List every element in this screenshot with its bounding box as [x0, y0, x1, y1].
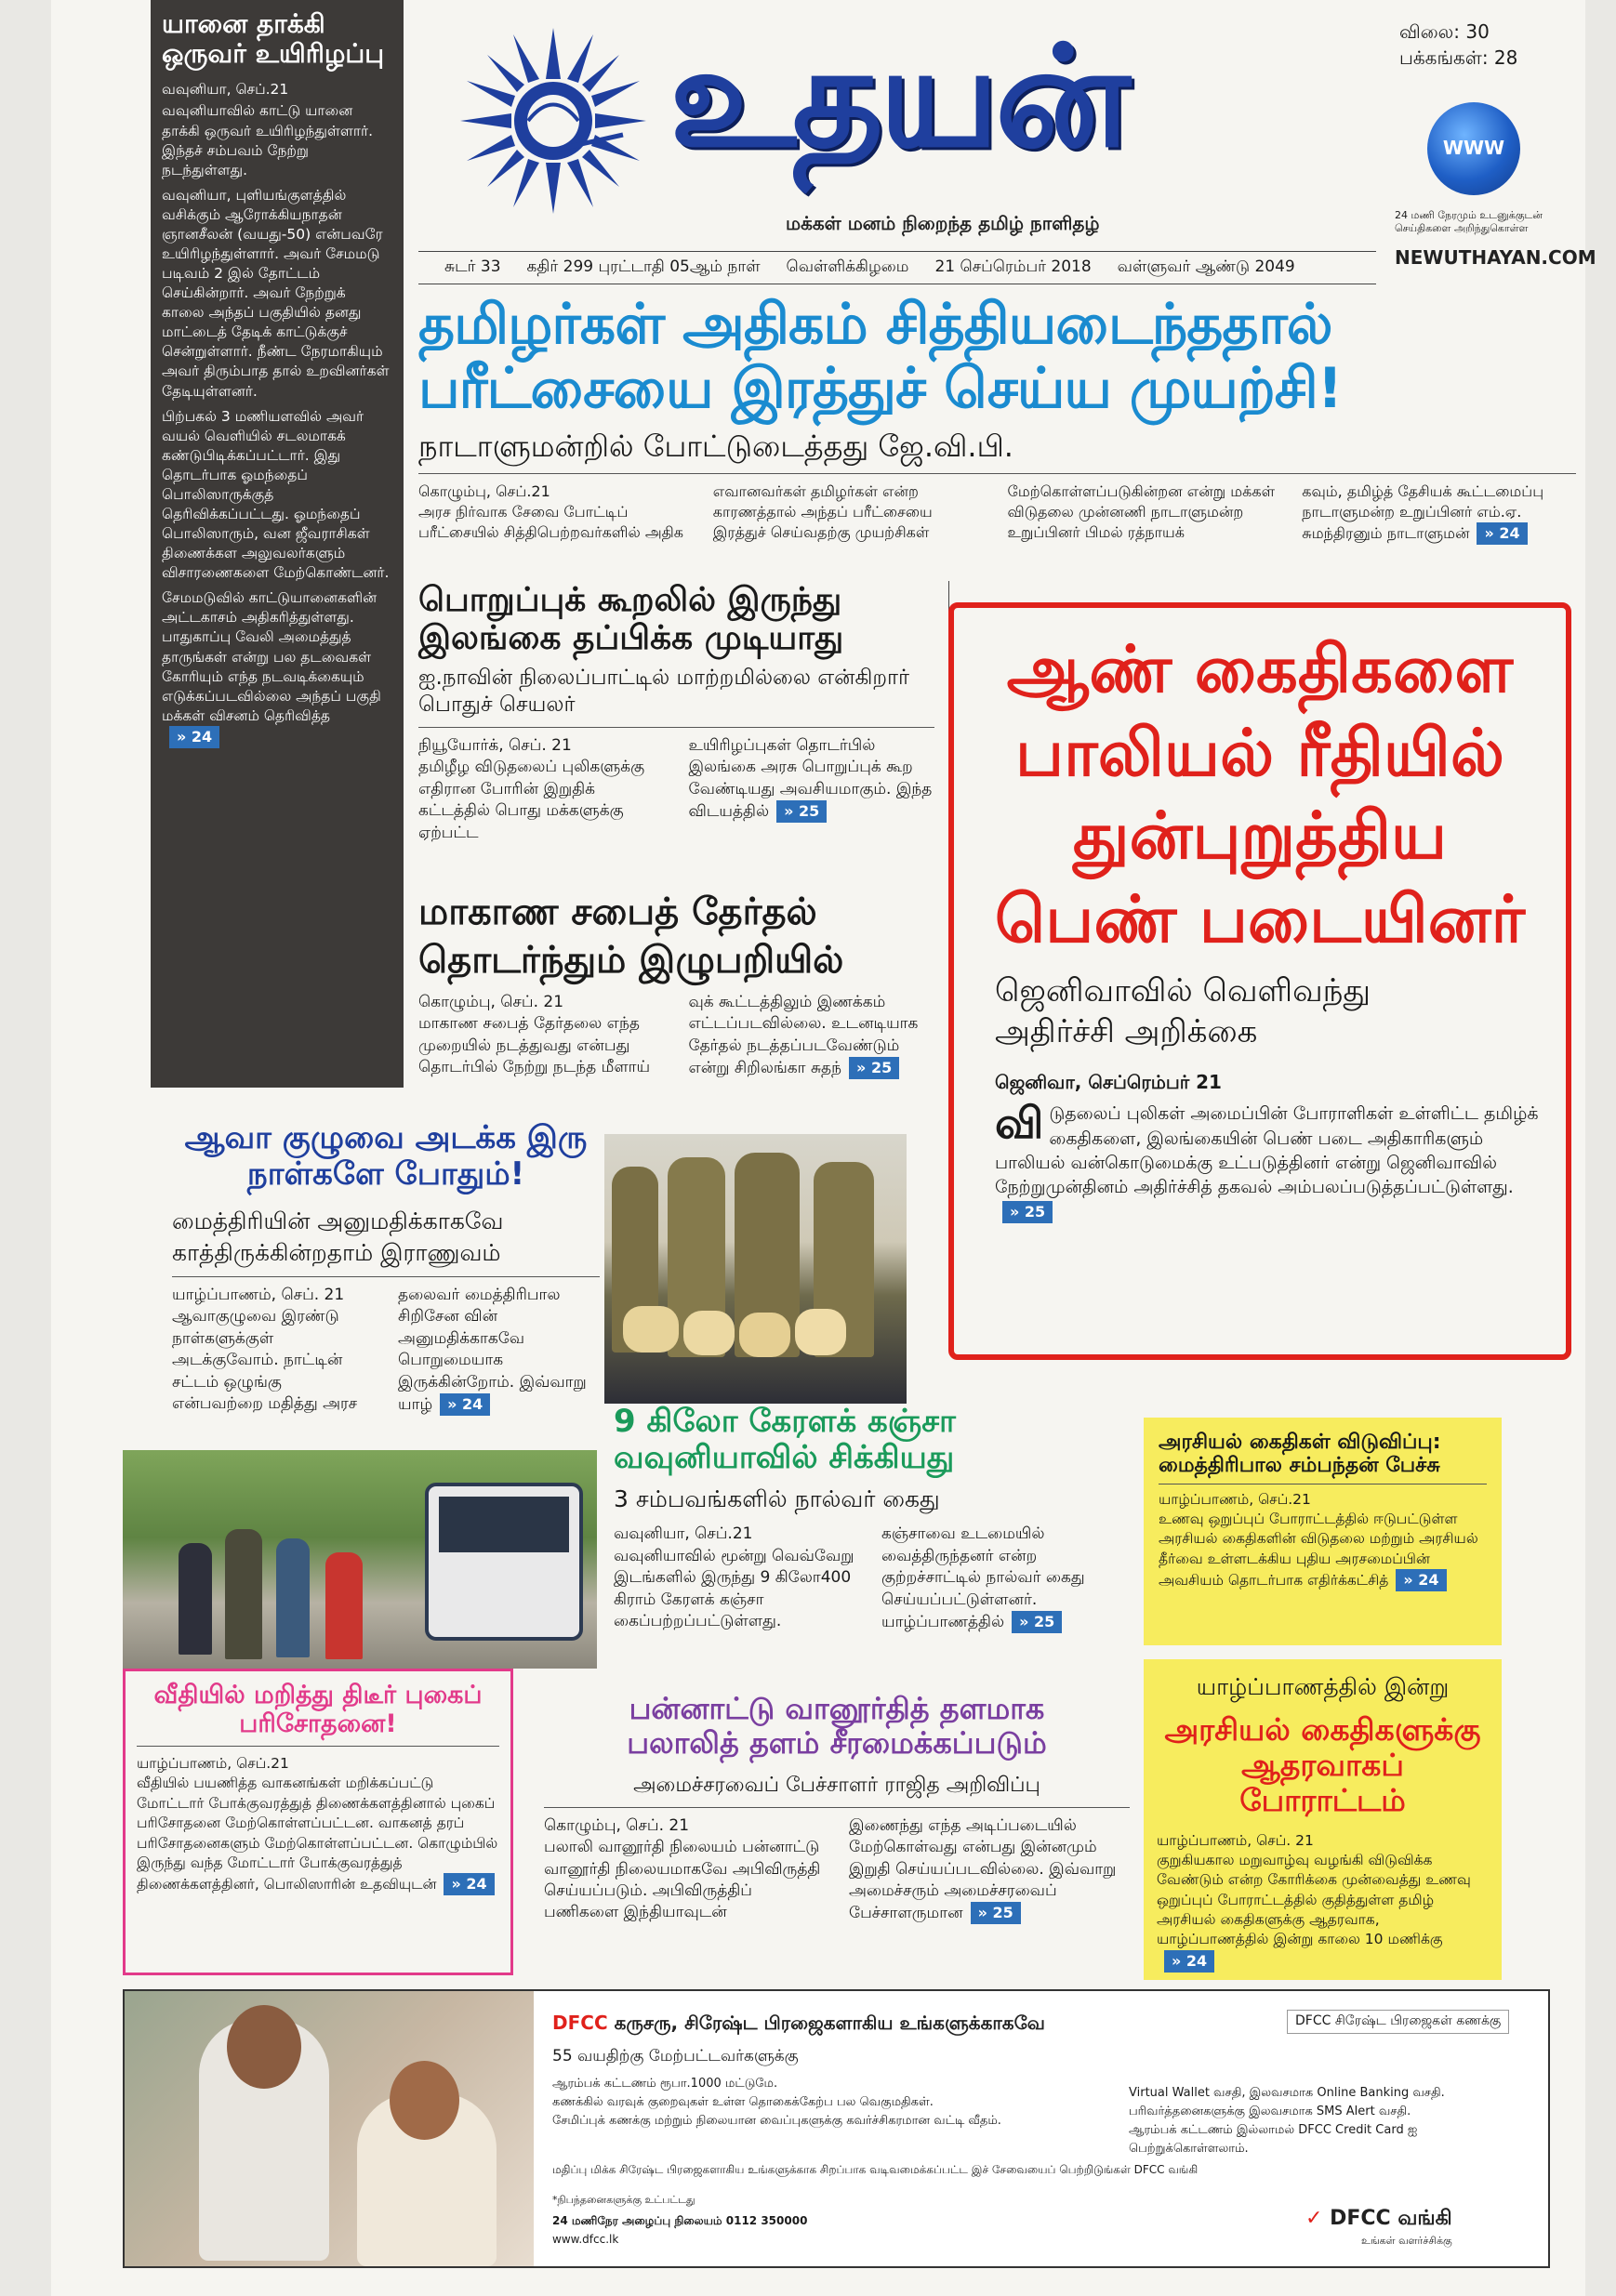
sidebar-story	[151, 0, 404, 1088]
lead-col	[1302, 482, 1576, 545]
bus-window	[439, 1497, 569, 1552]
jump-link[interactable]: » 24	[169, 726, 219, 748]
story-col: நியூயோர்க், செப். 21 தமிழீழ விடுதலைப் புலிகளுக்கு எதிரான போரின் இறுதிக் கட்டத்தில் பொது மக்களுக்கு ஏற்பட்ட	[418, 735, 645, 842]
lead-headline-line1: தமிழர்கள் அதிகம் சித்தியடைந்ததால்	[418, 292, 1332, 357]
ganja-package	[795, 1309, 846, 1355]
ganja-package	[683, 1311, 735, 1355]
jump-link[interactable]: » 24	[1164, 1950, 1214, 1973]
feature-headline-line1: ஆண் கைதிகளை	[1006, 631, 1514, 707]
feature-subhead: ஜெனிவாவில் வெளிவந்து	[995, 972, 1371, 1010]
lead-headline-line2: பரீட்சையை இரத்துச் செய்ய முயற்சி!	[418, 356, 1343, 421]
story-col	[881, 1524, 1125, 1633]
story-political-release	[1144, 1418, 1502, 1645]
story-headline: பொறுப்புக் கூறலில் இருந்து இலங்கை தப்பிக்க முடியாது	[418, 581, 844, 658]
jump-page: 24	[1418, 1571, 1439, 1590]
ad-headline	[552, 2012, 1045, 2037]
story-headline-top: யாழ்ப்பாணத்தில் இன்று	[1196, 1673, 1450, 1700]
story-smoke-test	[123, 1669, 513, 1975]
story-ganja	[604, 1404, 1125, 1664]
woman-head	[390, 2061, 459, 2140]
jump-page: 24	[462, 1394, 483, 1413]
story-col	[849, 1815, 1130, 1925]
web-url[interactable]: NEWUTHAYAN.COM	[1395, 246, 1596, 269]
jump-link[interactable]: » 24	[440, 1393, 490, 1416]
story-col	[689, 992, 935, 1080]
jump-page: 24	[191, 727, 213, 746]
ad-item: கணக்கில் வரவுக் குறைவுகள் உள்ள தொகைக்கேற்ப பல வெகுமதிகள்.	[552, 2095, 934, 2110]
ad-left-list	[552, 2075, 1073, 2131]
jump-page: 25	[1024, 1203, 1046, 1221]
story-col	[398, 1285, 600, 1417]
lead-story	[418, 293, 1576, 567]
story-col	[689, 735, 935, 844]
story-ava	[172, 1120, 600, 1450]
ad-tag: DFCC சிரேஷ்ட பிரஜைகள் கணக்கு	[1287, 2010, 1509, 2034]
story-col-text: கஞ்சாவை உடமையில் வைத்திருந்தனர் என்ற குற்றச்சாட்டில் நால்வர் கைது செய்யப்பட்டுள்ளனர். யாழ்ப்பாணத்தில்	[881, 1524, 1085, 1631]
story-col: கொழும்பு, செப். 21 மாகாண சபைத் தேர்தலை எந்த முறையில் நடத்துவது என்பது தொடர்பில் நேற்று நடந்த மீளாய்	[418, 993, 651, 1077]
feature-headline-line4: பெண் படையினர்	[994, 880, 1526, 957]
story-col-text: தலைவர் மைத்திரிபால சிறிசேன வின் அனுமதிக்காகவே பொறுமையாக இருக்கின்றோம். இவ்வாறு யாழ்	[398, 1285, 587, 1414]
ad-photo-couple	[125, 1991, 534, 2266]
dateline-year: வள்ளுவர் ஆண்டு 2049	[1117, 257, 1295, 276]
story-col-text: வுக் கூட்டத்திலும் இணக்கம் எட்டப்படவில்லை. உடனடியாக தேர்தல் நடத்தப்படவேண்டும் என்று சிறிலங்கா சுதந்	[688, 993, 919, 1078]
page-count: பக்கங்கள்: 28	[1399, 46, 1518, 69]
ad-subhead: 55 வயதிற்கு மேற்பட்டவர்களுக்கு	[552, 2047, 799, 2065]
story-headline: மாகாண சபைத் தேர்தல் தொடர்ந்தும் இழுபறியில்	[418, 891, 844, 982]
jump-page: 25	[798, 802, 820, 821]
newspaper-page	[51, 0, 1596, 2296]
story-headline: பன்னாட்டு வானூர்தித் தளமாக	[629, 1691, 1045, 1726]
lead-col: மேற்கொள்ளப்படுகின்றன என்று மக்கள் விடுதலை முன்னணி நாடாளுமன்ற உறுப்பினர் பிமல் ரத்நாயக்	[1007, 482, 1275, 542]
ad-terms: *நிபந்தனைகளுக்கு உட்பட்டது	[552, 2194, 695, 2206]
man-head	[227, 2005, 301, 2089]
sidebar-paragraph: பிற்பகல் 3 மணியளவில் அவர் வயல் வெளியில் சடலமாகக் கண்டுபிடிக்கப்பட்டார். இது தொடர்பாக ஓமந்தைப் பொலிஸாருக்குத் தெரிவிக்கப்பட்டது. ஓமந்தைப் பொலிஸாரும், வன ஜீவராசிகள் திணைக்கள அலுவலர்களும் விசாரணைகளை மேற்கொண்டனர்.	[162, 407, 390, 582]
dateline-date: 21 செப்ரெம்பர் 2018	[934, 257, 1092, 276]
story-headline: வீதியில் மறித்து திடீர் புகைப் பரிசோதனை!	[137, 1681, 499, 1747]
person-figure	[225, 1529, 262, 1659]
story-subhead: ஐ.நாவின் நிலைப்பாட்டில் மாற்றமில்லை என்கிறார் பொதுச் செயலர்	[418, 666, 934, 728]
ganja-package	[739, 1313, 790, 1357]
ad-brand: DFCC	[552, 2012, 608, 2034]
police-seizure-photo	[604, 1134, 907, 1404]
person-figure	[179, 1543, 212, 1655]
sidebar-paragraph: வவுனியா, புளியங்குளத்தில் வசிக்கும் ஆரோக்கியநாதன் ஞானசீலன் (வயது-50) என்பவரே உயிரிழந்துள்ளார். அவர் சேமமடு படிவம் 2 இல் தோட்டம் செய்கின்றார். அவர் நேற்றுக் காலை அந்தப் பகுதியில் தனது மாட்டைத் தேடிக் காட்டுக்குச் சென்றுள்ளார். நீண்ட நேரமாகியும் அவர் திரும்பாத தால் உறவினர்கள் தேடியுள்ளனர்.	[162, 186, 390, 400]
story-headline: 9 கிலோ கேரளக் கஞ்சா	[614, 1403, 956, 1440]
jump-page: 24	[1186, 1951, 1208, 1970]
feature-dropcap: வி	[995, 1098, 1044, 1149]
price: விலை: 30	[1399, 20, 1490, 43]
ad-item: Virtual Wallet வசதி, இலவசமாக Online Banking வசதி.	[1129, 2086, 1445, 2100]
ad-item: சேமிப்புக் கணக்கு மற்றும் நிலையான வைப்புகளுக்கு கவர்ச்சிகரமான வட்டி வீதம்.	[552, 2114, 1001, 2129]
checkmark-icon: ✓	[1305, 2207, 1323, 2230]
dateline-day: வெள்ளிக்கிழமை	[786, 257, 909, 276]
ad-item: ஆரம்பக் கட்டணம் ரூபா.1000 மட்டுமே.	[552, 2077, 778, 2091]
story-headline: வவுனியாவில் சிக்கியது	[614, 1439, 955, 1477]
jump-link[interactable]: » 24	[1477, 522, 1527, 545]
person-figure	[276, 1538, 310, 1657]
sidebar-headline: யானை தாக்கி ஒருவர் உயிரிழப்பு	[162, 8, 385, 70]
ad-right-list	[1129, 2084, 1538, 2159]
ad-note: மதிப்பு மிக்க சிரேஷ்ட பிரஜைகளாகிய உங்களுக்காக சிறப்பாக வடிவமைக்கப்பட்ட இச் சேவையைப் பெற்றிடுங்கள் DFCC வங்கி	[552, 2163, 1199, 2176]
jump-link[interactable]: » 25	[971, 1902, 1021, 1924]
story-provincial	[418, 888, 934, 1111]
jump-page: 24	[466, 1875, 487, 1894]
feature-headline-line3: துன்புறுத்திய	[1072, 798, 1448, 875]
story-headline: மைத்திரிபால சம்பந்தன் பேச்சு	[1159, 1454, 1487, 1484]
sidebar-paragraph: வவுனியாவில் காட்டு யானை தாக்கி ஒருவர் உயிரிழந்துள்ளார். இந்தச் சம்பவம் நேற்று நடந்துள்ளது.	[162, 102, 374, 178]
story-subhead: 3 சம்பவங்களில் நால்வர் கைது	[614, 1485, 940, 1513]
ganja-package	[623, 1306, 679, 1353]
story-protest	[1144, 1659, 1502, 1980]
story-headline: அரசியல் கைதிகளுக்கு	[1164, 1710, 1481, 1748]
jump-page: 25	[992, 1904, 1013, 1922]
story-col: கொழும்பு, செப். 21 பலாலி வானூர்தி நிலையம் பன்னாட்டு வானூர்தி நிலையமாகவே அபிவிருத்தி செய்யப்படும். அபிவிருத்திப் பணிகளை இந்தியாவுடன்	[544, 1815, 821, 1922]
jump-page: 25	[870, 1059, 893, 1077]
feature-body-text: டுதலைப் புலிகள் அமைப்பின் போராளிகள் உள்ளிட்ட தமிழ்க் கைதிகளை, இலங்கையின் பெண் படை அதிகாரிகளும் பாலியல் வன்கொடுமைக்கு உட்படுத்தினர் என்று ஜெனிவாவில் நேற்றுமுன்தினம் அதிர்ச்சித் தகவல் அம்பலப்படுத்தப்பட்டுள்ளது.	[995, 1103, 1539, 1198]
ad-website[interactable]: www.dfcc.lk	[552, 2233, 619, 2246]
bus-checkpoint-photo	[123, 1450, 597, 1669]
jump-page: 25	[1033, 1613, 1055, 1630]
story-col-text: இணைந்து எந்த அடிப்படையில் மேற்கொள்வது என்பது இன்னமும் இறுதி செய்யப்படவில்லை. இவ்வாறு அமைச்சரும் அமைச்சரவைப் பேச்சாளருமான	[849, 1815, 1117, 1923]
jump-link[interactable]: » 24	[1396, 1569, 1446, 1591]
www-label: WWW	[1442, 137, 1505, 159]
story-body	[1159, 1490, 1487, 1592]
ad-headline-text: கருசரு, சிரேஷ்ட பிரஜைகளாகிய உங்களுக்காகவே	[614, 2012, 1045, 2034]
story-accountability	[418, 581, 934, 869]
masthead-title: உதயன்	[669, 17, 1127, 178]
jump-link[interactable]: » 24	[444, 1873, 494, 1895]
story-subhead: மைத்திரியின் அனுமதிக்காகவே காத்திருக்கின்றதாம் இராணுவம்	[172, 1206, 600, 1277]
lead-col-text: கவும், தமிழ்த் தேசியக் கூட்டமைப்பு நாடாளுமன்ற உறுப்பினர் எம்.ஏ. சுமந்திரனும் நாடாளுமன்	[1302, 482, 1544, 543]
ad-item: ஆரம்பக் கட்டணம் இல்லாமல் DFCC Credit Card ஐ பெற்றுக்கொள்ளலாம்.	[1129, 2123, 1418, 2157]
story-headline: ஆதரவாகப் போராட்டம்	[1239, 1746, 1406, 1818]
jump-link[interactable]: » 25	[1002, 1201, 1053, 1223]
dateline-issue: சுடர் 33	[444, 257, 501, 276]
jump-link[interactable]: » 25	[1012, 1611, 1062, 1633]
dateline-tamil-date: கதிர் 299 புரட்டாதி 05ஆம் நாள்	[526, 257, 761, 276]
ad-bank-tag: உங்கள் வளர்ச்சிக்கு	[1361, 2235, 1452, 2247]
person-figure	[325, 1552, 363, 1659]
story-col: யாழ்ப்பாணம், செப். 21 ஆவாகுழுவை இரண்டு நாள்களுக்குள் அடக்குவோம். நாட்டின் சட்டம் ஒழுங்கு என்பவற்றை மதித்து அரச	[172, 1285, 358, 1413]
story-col: வவுனியா, செப்.21 வவுனியாவில் மூன்று வெவ்வேறு இடங்களில் இருந்து 9 கிலோ400 கிராம் கேரளக் கஞ்சா கைப்பற்றப்பட்டுள்ளது.	[614, 1524, 854, 1630]
ad-bank-name: DFCC வங்கி	[1330, 2207, 1452, 2230]
lead-col: கொழும்பு, செப்.21 அரச நிர்வாக சேவை போட்டிப் பரீட்சையில் சித்திபெற்றவர்களில் அதிக	[418, 482, 683, 542]
story-palali-airport	[544, 1692, 1130, 1971]
jump-link[interactable]: » 25	[849, 1057, 899, 1079]
sidebar-dateline: வவுனியா, செப்.21	[162, 81, 289, 99]
dfcc-advertisement	[123, 1989, 1550, 2268]
feature-story	[948, 602, 1571, 1360]
story-headline: பலாலித் தளம் சீரமைக்கப்படும்	[627, 1724, 1047, 1761]
story-headline: அரசியல் கைதிகள் விடுவிப்பு:	[1159, 1431, 1441, 1454]
feature-headline-line2: பாலியல் ரீதியில்	[1015, 714, 1504, 791]
dateline-bar	[418, 251, 1376, 284]
ad-item: பரிவர்த்தனைகளுக்கு இலவசமாக SMS Alert வசதி.	[1129, 2105, 1411, 2119]
story-subhead: அமைச்சரவைப் பேச்சாளர் ராஜித அறிவிப்பு	[544, 1774, 1130, 1808]
lead-subhead: நாடாளுமன்றில் போட்டுடைத்தது ஜே.வி.பி.	[418, 429, 1576, 474]
feature-dateline: ஜெனிவா, செப்ரெம்பர் 21	[995, 1071, 1222, 1094]
story-col-text: உயிரிழப்புகள் தொடர்பில் இலங்கை அரசு பொறுப்புக் கூற வேண்டியது அவசியமாகும். இந்த விடயத்தில்	[688, 735, 933, 822]
story-body	[137, 1754, 499, 1895]
sun-logo-icon	[456, 23, 651, 218]
lead-col: எவானவர்கள் தமிழர்கள் என்ற காரணத்தால் அந்தப் பரீட்சையை இரத்துச் செய்வதற்கு முயற்சிகள்	[712, 482, 933, 542]
sidebar-paragraph: சேமமடுவில் காட்டுயானைகளின் அட்டகாசம் அதிகரித்துள்ளது. பாதுகாப்பு வேலி அமைத்துத் தாருங்கள் என்று பல தடவைகள் கோரியும் எந்த நடவடிக்கையும் எடுக்கப்படவில்லை அந்தப் பகுதி மக்கள் விசனம் தெரிவித்த	[162, 589, 381, 724]
web-note: 24 மணி நேரமும் உடனுக்குடன் செய்திகளை அறிந்துகொள்ள	[1395, 209, 1543, 235]
story-body	[1157, 1831, 1489, 1973]
story-body-text: யாழ்ப்பாணம், செப். 21 குறுகியகால மறுவாழ்வு வழங்கி விடுவிக்க வேண்டும் என்ற கோரிக்கை முன்வைத்து உணவு ஒறுப்புப் போராட்டத்தில் குதித்துள்ள தமிழ் அரசியல் கைதிகளுக்கு ஆதரவாக, யாழ்ப்பாணத்தில் இன்று காலை 10 மணிக்கு	[1157, 1831, 1471, 1948]
ad-hotline: 24 மணிநேர அழைப்பு நிலையம் 0112 350000	[552, 2214, 808, 2227]
jump-link[interactable]: » 25	[776, 800, 827, 823]
feature-subhead: அதிர்ச்சி அறிக்கை	[995, 1013, 1258, 1051]
masthead-tagline: மக்கள் மனம் நிறைந்த தமிழ் நாளிதழ்	[786, 212, 1100, 234]
dfcc-logo	[1305, 2207, 1452, 2233]
feature-body	[976, 1098, 1543, 1223]
story-headline: ஆவா குழுவை அடக்க இரு நாள்களே போதும்!	[184, 1119, 588, 1194]
story-body-text: யாழ்ப்பாணம், செப்.21 உணவு ஒறுப்புப் போராட்டத்தில் ஈடுபட்டுள்ள அரசியல் கைதிகளின் விடுதலை மற்றும் அரசியல் தீர்வை உள்ளடக்கிய புதிய அரசமைப்பின் அவசியம் தொடர்பாக எதிர்க்கட்சித்	[1159, 1490, 1478, 1590]
story-body-text: யாழ்ப்பாணம், செப்.21 வீதியில் பயணித்த வாகனங்கள் மறிக்கப்பட்டு மோட்டார் போக்குவரத்துத் திணைக்களத்தினால் புகைப் பரிசோதனை மேற்கொள்ளப்பட்டன. வாகனத் தரப் பரிசோதனைகளும் மேற்கொள்ளப்பட்டன. கொழும்பில் இருந்து வந்த மோட்டார் போக்குவரத்துத் திணைக்களத்தினர், பொலிஸாரின் உதவியுடன்	[137, 1755, 498, 1894]
jump-page: 24	[1499, 524, 1520, 543]
